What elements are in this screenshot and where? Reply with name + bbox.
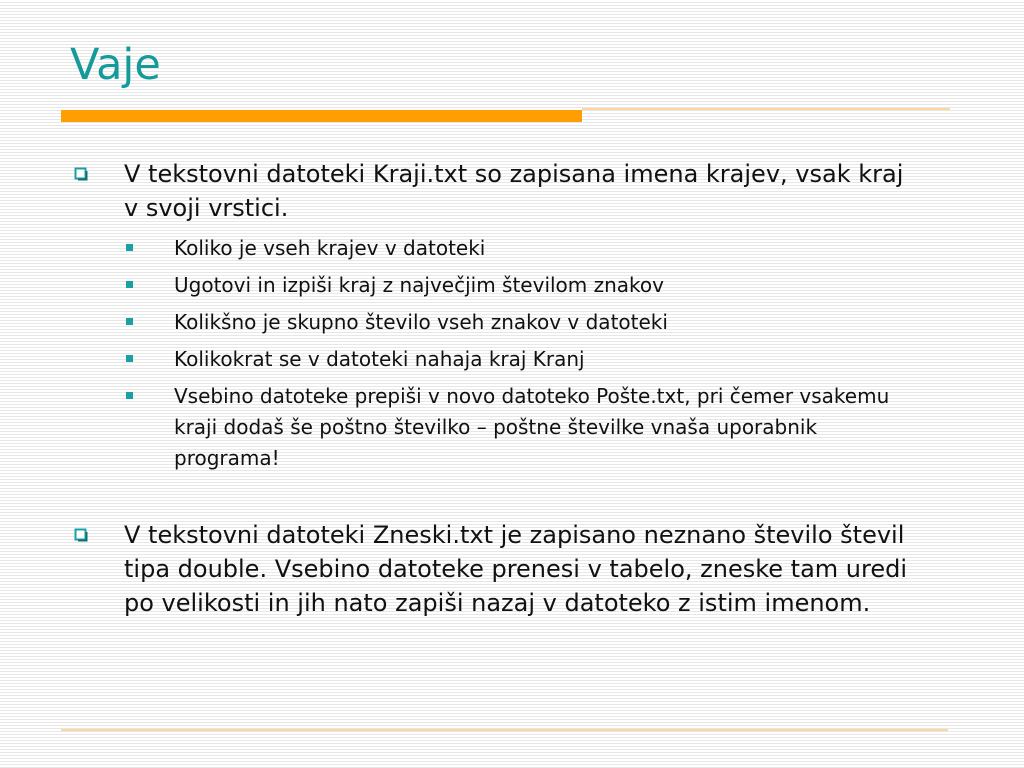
bullet-zneski [124, 518, 924, 620]
sub-item-text: Kolikokrat se v datoteki nahaja kraj Kranj [174, 347, 585, 371]
sub-item-text: Ugotovi in izpiši kraj z največjim številom znakov [174, 273, 664, 297]
square-bullet-icon [126, 392, 133, 399]
footer-accent-line [61, 729, 948, 731]
sub-item-text: Vsebino datoteke prepiši v novo datoteko Pošte.txt, pri čemer vsakemu kraji dodaš še poštno številko – poštne številke vnaša uporabnik programa! [174, 384, 890, 470]
square-bullet-icon [126, 244, 133, 251]
checkbox-bullet-icon [74, 528, 88, 542]
title-accent-bar [61, 110, 582, 122]
sub-item-text: Kolikšno je skupno število vseh znakov v datoteki [174, 310, 668, 334]
sub-item-total-chars [124, 307, 894, 338]
sub-item-kranj-count [124, 344, 894, 375]
square-bullet-icon [126, 355, 133, 362]
sub-list [124, 233, 924, 474]
bullet-kraji [124, 157, 924, 480]
square-bullet-icon [126, 281, 133, 288]
sub-item-longest-name [124, 270, 894, 301]
sub-item-text: Koliko je vseh krajev v datoteki [174, 236, 486, 260]
bullet-text: V tekstovni datoteki Kraji.txt so zapisana imena krajev, vsak kraj v svoji vrstici. [124, 160, 904, 222]
slide-title: Vaje [70, 40, 161, 90]
square-bullet-icon [126, 318, 133, 325]
sub-item-copy-postal [124, 381, 894, 474]
bullet-text: V tekstovni datoteki Zneski.txt je zapisano neznano število števil tipa double. Vsebino datoteke prenesi v tabelo, zneske tam uredi po velikosti in jih nato zapiši nazaj v datoteko z istim imenom. [124, 521, 907, 617]
sub-item-count-places [124, 233, 894, 264]
title-accent-line [582, 108, 950, 110]
checkbox-bullet-icon [74, 167, 88, 181]
